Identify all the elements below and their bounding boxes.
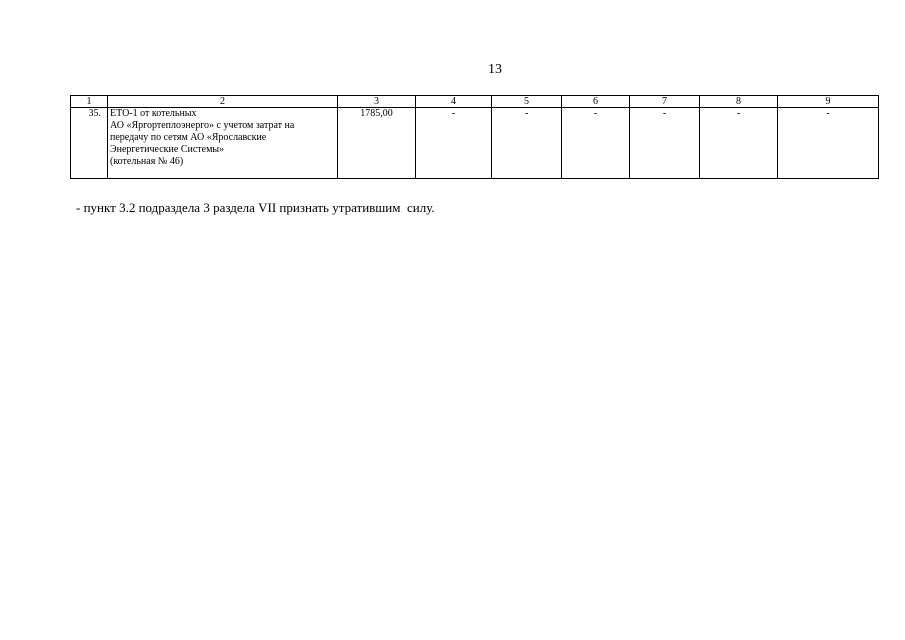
column-header: 5 bbox=[492, 96, 562, 108]
column-header: 7 bbox=[630, 96, 700, 108]
amendment-note: - пункт 3.2 подраздела 3 раздела VII признать утратившим силу. bbox=[76, 200, 435, 215]
row-cell-6: - bbox=[562, 108, 630, 179]
column-header: 2 bbox=[108, 96, 338, 108]
column-header: 3 bbox=[338, 96, 416, 108]
row-number: 35. bbox=[71, 108, 108, 179]
table-header-row bbox=[71, 96, 879, 108]
column-header: 1 bbox=[71, 96, 108, 108]
column-header: 6 bbox=[562, 96, 630, 108]
row-value: 1785,00 bbox=[338, 108, 416, 179]
column-header: 8 bbox=[700, 96, 778, 108]
column-header: 4 bbox=[416, 96, 492, 108]
page-number: 13 bbox=[488, 62, 502, 77]
tariff-table bbox=[70, 95, 879, 179]
column-header: 9 bbox=[778, 96, 879, 108]
row-cell-8: - bbox=[700, 108, 778, 179]
row-cell-9: - bbox=[778, 108, 879, 179]
row-cell-5: - bbox=[492, 108, 562, 179]
row-name: ЕТО-1 от котельных АО «Яргортеплоэнерго» с учетом затрат на передачу по сетям АО «Ярославские Энергетические Системы» (котельная № 46) bbox=[108, 108, 338, 179]
table-row bbox=[71, 108, 879, 179]
row-cell-7: - bbox=[630, 108, 700, 179]
row-cell-4: - bbox=[416, 108, 492, 179]
